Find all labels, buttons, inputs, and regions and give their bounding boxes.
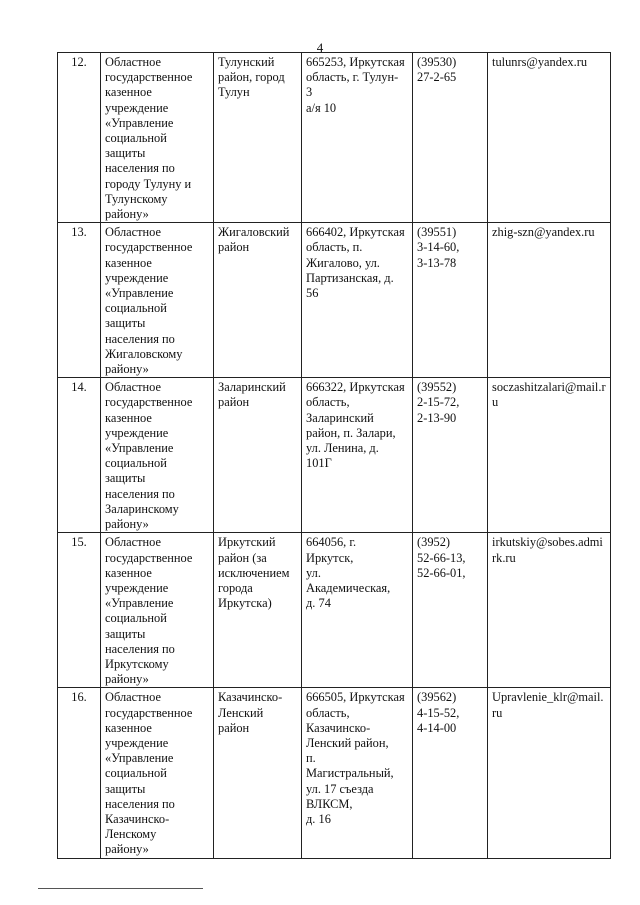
email: irkutskiy@sobes.admirk.ru: [488, 533, 611, 688]
institutions-table: [57, 52, 611, 859]
row-number: 15.: [58, 533, 101, 688]
address: 666505, Иркутская область, Казачинско- Ленский район, п. Магистральный, ул. 17 съезда ВЛКСМ, д. 16: [302, 688, 413, 859]
address: 665253, Иркутская область, г. Тулун- 3 а/я 10: [302, 53, 413, 223]
district: Жигаловский район: [214, 223, 302, 378]
phone: (39562) 4-15-52, 4-14-00: [413, 688, 488, 859]
institution-name: Областное государственное казенное учреждение «Управление социальной защиты населения по Казачинско- Ленскому району»: [101, 688, 214, 859]
institution-name: Областное государственное казенное учреждение «Управление социальной защиты населения по Жигаловскому району»: [101, 223, 214, 378]
table-row: [58, 688, 611, 859]
phone: (3952) 52-66-13, 52-66-01,: [413, 533, 488, 688]
table-row: [58, 533, 611, 688]
district: Иркутский район (за исключением города Иркутска): [214, 533, 302, 688]
row-number: 14.: [58, 378, 101, 533]
email: zhig-szn@yandex.ru: [488, 223, 611, 378]
page-number: 4: [316, 40, 324, 55]
row-number: 16.: [58, 688, 101, 859]
institution-name: Областное государственное казенное учреждение «Управление социальной защиты населения по Заларинскому району»: [101, 378, 214, 533]
email: Upravlenie_klr@mail.ru: [488, 688, 611, 859]
table-row: [58, 223, 611, 378]
table-row: [58, 53, 611, 223]
phone: (39552) 2-15-72, 2-13-90: [413, 378, 488, 533]
row-number: 13.: [58, 223, 101, 378]
address: 666322, Иркутская область, Заларинский район, п. Залари, ул. Ленина, д. 101Г: [302, 378, 413, 533]
table-row: [58, 378, 611, 533]
institution-name: Областное государственное казенное учреждение «Управление социальной защиты населения по Иркутскому району»: [101, 533, 214, 688]
address: 664056, г. Иркутск, ул. Академическая, д. 74: [302, 533, 413, 688]
district: Тулунский район, город Тулун: [214, 53, 302, 223]
address: 666402, Иркутская область, п. Жигалово, ул. Партизанская, д. 56: [302, 223, 413, 378]
phone: (39530) 27-2-65: [413, 53, 488, 223]
row-number: 12.: [58, 53, 101, 223]
district: Заларинский район: [214, 378, 302, 533]
email: tulunrs@yandex.ru: [488, 53, 611, 223]
district: Казачинско- Ленский район: [214, 688, 302, 859]
email: soczashitzalari@mail.ru: [488, 378, 611, 533]
footer-rule: [38, 888, 203, 889]
phone: (39551) 3-14-60, 3-13-78: [413, 223, 488, 378]
institution-name: Областное государственное казенное учреждение «Управление социальной защиты населения по городу Тулуну и Тулунскому району»: [101, 53, 214, 223]
